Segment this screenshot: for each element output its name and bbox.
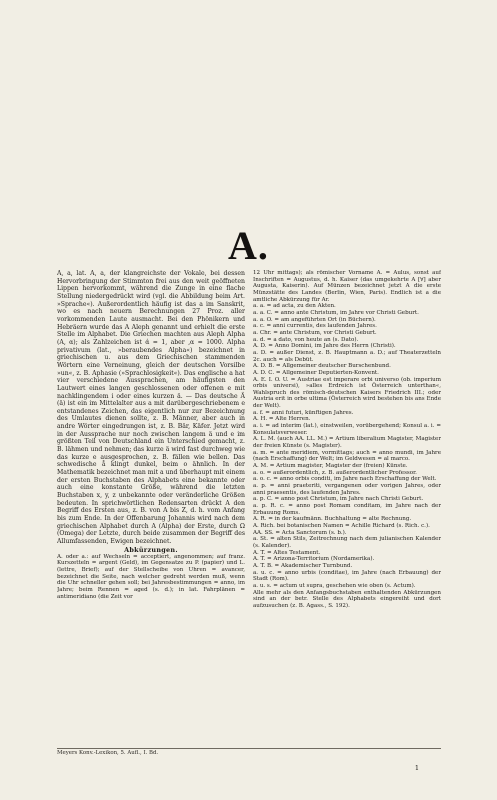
abbreviation-entry: A. L. M. (auch AA. LL. M.) = Artium liberalium Magister, Magister der freien Künste (s. Magister). [253, 436, 441, 450]
abbreviation-entry: a. p. R. c. = anno post Romam conditam, im Jahre nach der Erbauung Roms. [253, 502, 441, 516]
abbreviation-entry: A. D. C. = Allgemeiner Deputierten-Konvent. [253, 369, 379, 376]
abbreviation-entry: A. M. = Artium magister, Magister der (freien) Künste. [253, 463, 408, 470]
abbreviation-entry: AA. SS. = Acta Sanctorum (s. b.). [253, 529, 347, 536]
footer-note: Meyers Konv.-Lexikon, 5. Aufl., I. Bd. [57, 750, 159, 756]
right-column [253, 270, 441, 758]
abbreviation-entry: a. p. C. = anno post Christum, im Jahre nach Christi Geburt. [253, 496, 424, 503]
footer-rule [57, 748, 441, 749]
abbreviation-entry: a. a. O. = am angeführten Ort (in Büchern). [253, 316, 376, 323]
abbreviation-entry: A. E. I. O. U. = Austriae est imperare orbi universo (ob. imperium orbis universi), »alles Erdreich ist Österreich unterthan«, Wahlspruch des römisch-deutschen Kaisers Friedrich III.; oder Austria erit in orbe ultima (Österreich wird bestehen bis ans Ende der Welt). [253, 376, 441, 410]
abbreviation-entry: a. a. C. = anno ante Christum, im Jahre vor Christi Geburt. [253, 309, 419, 316]
left-column [57, 270, 245, 758]
section-letter-heading: A. [228, 223, 269, 268]
abbreviation-entry: A. T. B. = Akademischer Turnbund. [253, 562, 353, 569]
abbreviation-entry: A. T. = Altes Testament. [253, 549, 321, 556]
abbreviation-entry: A. R. = in der kaufmänn. Buchhaltung = alte Rechnung. [253, 516, 412, 523]
abbreviation-entry: a. u. s. = actum ut supra, geschehen wie oben (s. Actum). [253, 582, 416, 589]
abbreviation-list [253, 303, 441, 609]
abbreviation-entry: a. o. = außerordentlich, z. B. außerordentlicher Professor. [253, 469, 417, 476]
abbreviation-entry: a. a. = ad acta, zu den Akten. [253, 303, 336, 310]
abbreviation-entry: a. d. = a dato, von heute an (s. Dato). [253, 336, 359, 343]
abbreviation-entry: A. Rich. bei botanischen Namen = Achille Richard (s. Rich. c.). [253, 522, 430, 529]
abbreviation-entry: A. T. = Arizona-Territorium (Nordamerika). [253, 556, 375, 563]
abbreviation-entry: a. Chr. = ante Christum, vor Christi Geburt. [253, 329, 377, 336]
abbreviation-entry: a. p. = anni praeteriti, vergangenen oder vorigen Jahres, oder anni praesentis, des laufenden Jahres. [253, 483, 441, 496]
text-columns [57, 270, 441, 758]
abbreviations-heading: Abkürzungen. [124, 545, 178, 554]
abbreviation-entry: a. f. = anni futuri, künftigen Jahres. [253, 409, 354, 416]
abbreviation-entry: a. D. = außer Dienst, z. B. Hauptmann a. D.; auf Theaterzetteln 2c. auch = als Debüt. [253, 349, 441, 363]
abbreviation-entry: A. D. = Anno Domini, im Jahre des Herrn (Christi). [253, 343, 396, 350]
abbreviation-entry: a. m. = ante meridiem, vormittags; auch = anno mundi, im Jahre (nach Erschaffung) der Welt; im Geldwesen = al marco. [253, 449, 441, 463]
left-paragraph: A, a, lat. A, a, der klangreichste der Vokale, bei dessen Hervorbringung der Stimmton frei aus den weit geöffneten Lippen hervorkommt, während die Zunge in eine flache Stellung niedergedrückt wird (vgl. die Abbildung beim Art. »Sprache«). Außerordentlich häufig ist das a im Sanskrit, wo es nach neuern Berechnungen 27 Proz. aller vorkommenden Laute ausmacht. Bei den Phönikern und Hebräern wurde das A Aleph genannt und erhielt die erste Stelle im Alphabet. Die Griechen machten aus Aleph Alpha (A, α); als Zahlzeichen ist ά = 1, aber ‚α = 1000. Alpha privativum (lat., »beraubendes Alpha«) bezeichnet in griechischen u. aus dem Griechischen stammenden Wörtern eine Verneinung, gleich der deutschen Vorsilbe »un«, z. B. Aphasie (»Sprachlosigkeit«). Das englische a hat vier verschiedene Aussprachen, am häufigsten den Lautwert eines langen geschlossenen oder offenen e mit nachklingendem i oder eines kurzen ä. — Das deutsche Ä (ä) ist ein im Mittelalter aus a mit darübergeschriebenem e entstandenes Zeichen, das eigentlich nur zur Bezeichnung des Umlautes dienen sollte, z. B. Männer, aber auch in andre Wörter eingedrungen ist, z. B. Bär, Käfer. Jetzt wird in der Aussprache nur noch zwischen langem ä und e im größten Teil von Deutschland ein Unterschied gemacht, z. B. lähmen und nehmen; das kurze ä wird fast durchweg wie das kurze e ausgesprochen, z. B. fällen wie bellen. Das schwedische å klingt dunkel, beim o ähnlich. In der Mathematik bezeichnet man mit a und überhaupt mit einem der ersten Buchstaben des Alphabets eine bekannte oder auch eine konstante Größe, während die letzten Buchstaben x, y, z unbekannte oder veränderliche Größen bedeuten. In sprichwörtlichen Redensarten drückt A den Begriff des Ersten aus, z. B. von A bis Z, d. h. vom Anfang bis zum Ende. In der Offenbarung Johannis wird nach dem griechischen Alphabet durch A (Alpha) der Erste, durch Ω (Omega) der Letzte, durch beide zusammen der Begriff des Allumfassenden, Ewigen bezeichnet. [57, 270, 245, 545]
left-abbreviation-entry: A. oder a.: auf Wechseln = acceptiert, angenommen; auf franz. Kurszetteln = argent (Geld), im Gegensatze zu P. (papier) und L. (lettre, Brief); auf der Stellscheibe von Uhren = avancer, bezeichnet die Seite, nach welcher gedreht werden muß, wenn die Uhr schneller gehen soll; bei Jahresbestimmungen = anno, im Jahre; beim Rennen = aged (s. d.); in lat. Fahrplänen = antimeridiano (die Zeit vor [57, 553, 245, 600]
abbreviation-entry: a. u. c. = anno urbis (conditae), im Jahre (nach Erbauung) der Stadt (Rom). [253, 569, 441, 583]
abbreviation-entry: A. H. = Alte Herren. [253, 416, 311, 423]
abbreviation-entry: Alle mehr als den Anfangsbuchstaben enthaltenden Abkürzungen sind an der betr. Stelle des Alphabets eingereiht und dort aufzusuchen (z. B. Agass., S. 192). [253, 589, 441, 609]
abbreviation-entry: a. o. c. = anno orbis conditi, im Jahre nach Erschaffung der Welt. [253, 476, 437, 483]
page-number: 1 [414, 764, 420, 772]
abbreviation-entry: a. c. = anni currentis, des laufenden Jahres. [253, 323, 377, 330]
abbreviation-entry: a. St. = alten Stils, Zeitrechnung nach dem julianischen Kalender (s. Kalender). [253, 536, 441, 549]
abbreviation-entry: A. D. B. = Allgemeiner deutscher Burschenbund. [253, 363, 391, 370]
abbreviation-entry: a. i. = ad interim (lat.), einstweilen, vorübergehend; Konsul a. i. = Konsulatsverweser. [253, 423, 441, 436]
right-intro: 12 Uhr mittags); als römischer Vorname A. = Aulus, sonst auf Inschriften = Augustus, d. h. Kaiser (das umgekehrte A [∀] aber Augusta, Kaiserin). Auf Münzen bezeichnet jetzt A die erste Münzstätte des Landes (Berlin, Wien, Paris). Endlich ist a die amtliche Abkürzung für Ar. [253, 270, 441, 303]
